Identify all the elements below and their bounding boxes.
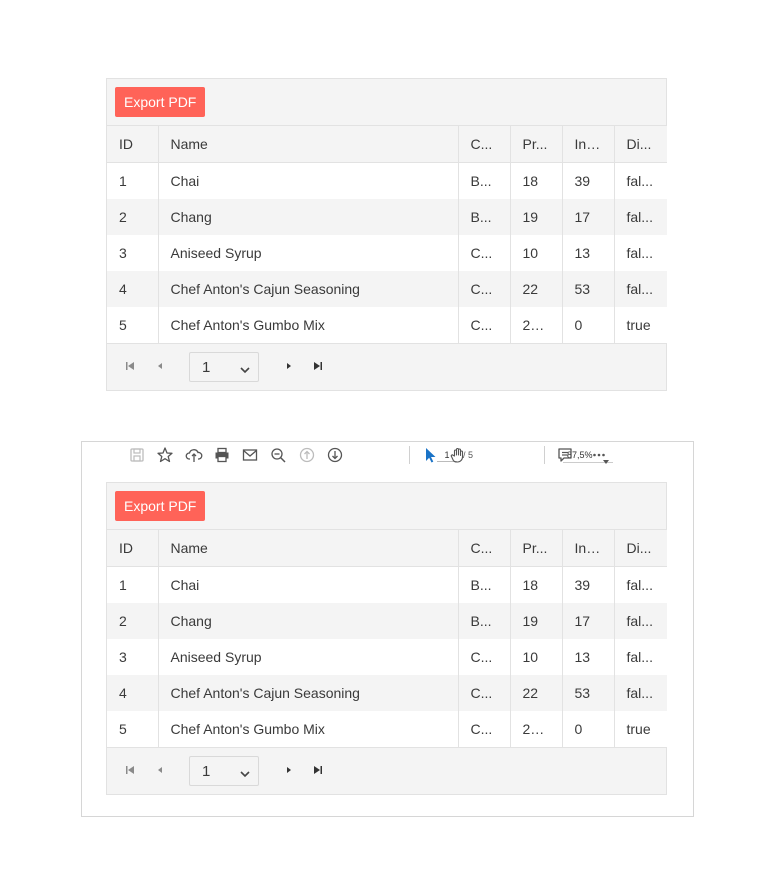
cell-name: Aniseed Syrup xyxy=(158,235,458,271)
selection-cursor-icon[interactable] xyxy=(421,446,439,464)
cell-category: C... xyxy=(458,235,510,271)
cell-discontinued: true xyxy=(614,711,667,747)
page-number-input[interactable]: 1 xyxy=(437,449,457,462)
toolbar-separator xyxy=(409,446,410,464)
previous-page-icon[interactable] xyxy=(153,359,167,373)
table-row[interactable] xyxy=(107,639,667,675)
cell-discontinued: true xyxy=(614,307,667,343)
cell-category: C... xyxy=(458,639,510,675)
cell-price: 18 xyxy=(510,163,562,200)
page-total-label: / 5 xyxy=(463,450,474,460)
cell-in-stock: 13 xyxy=(562,639,614,675)
cell-name: Chang xyxy=(158,199,458,235)
page-select[interactable] xyxy=(189,352,259,382)
cell-discontinued: fal... xyxy=(614,163,667,200)
last-page-icon[interactable] xyxy=(311,359,325,373)
column-header-in-stock[interactable]: In ... xyxy=(562,126,614,163)
export-pdf-button[interactable]: Export PDF xyxy=(115,491,205,521)
column-header-price[interactable]: Pr... xyxy=(510,530,562,567)
more-options-icon[interactable] xyxy=(590,446,608,464)
cell-in-stock: 13 xyxy=(562,235,614,271)
table-row[interactable] xyxy=(107,675,667,711)
cell-name: Chef Anton's Gumbo Mix xyxy=(158,711,458,747)
table-row[interactable] xyxy=(107,235,667,271)
cell-id: 3 xyxy=(107,639,158,675)
cell-in-stock: 39 xyxy=(562,163,614,200)
pager xyxy=(107,343,666,390)
column-header-id[interactable]: ID xyxy=(107,530,158,567)
header-row xyxy=(107,530,667,567)
star-icon[interactable] xyxy=(156,446,174,464)
page-select-value: 1 xyxy=(202,763,211,780)
cell-discontinued: fal... xyxy=(614,675,667,711)
cell-price: 10 xyxy=(510,639,562,675)
previous-page-icon[interactable] xyxy=(153,763,167,777)
cell-id: 2 xyxy=(107,199,158,235)
grid-panel-top xyxy=(106,78,667,391)
grid-panel-pdf xyxy=(106,482,667,795)
cell-id: 5 xyxy=(107,711,158,747)
table-row[interactable] xyxy=(107,163,667,200)
page-select-value: 1 xyxy=(202,359,211,376)
cell-discontinued: fal... xyxy=(614,235,667,271)
cloud-upload-icon[interactable] xyxy=(185,446,203,464)
cell-price: 19 xyxy=(510,603,562,639)
comment-icon[interactable] xyxy=(556,446,574,464)
cell-category: B... xyxy=(458,603,510,639)
cell-price: 22 xyxy=(510,271,562,307)
previous-page-circle-icon[interactable] xyxy=(298,446,316,464)
save-icon[interactable] xyxy=(128,446,146,464)
chevron-down-icon xyxy=(240,362,250,380)
header-row xyxy=(107,126,667,163)
print-icon[interactable] xyxy=(213,446,231,464)
next-page-icon[interactable] xyxy=(282,763,296,777)
cell-name: Chef Anton's Gumbo Mix xyxy=(158,307,458,343)
cell-category: C... xyxy=(458,307,510,343)
cell-discontinued: fal... xyxy=(614,639,667,675)
cell-id: 1 xyxy=(107,163,158,200)
data-grid xyxy=(107,126,667,343)
data-grid xyxy=(107,530,667,747)
first-page-icon[interactable] xyxy=(123,359,137,373)
cell-id: 4 xyxy=(107,675,158,711)
cell-id: 3 xyxy=(107,235,158,271)
cell-category: C... xyxy=(458,711,510,747)
cell-name: Chai xyxy=(158,567,458,604)
cell-name: Chef Anton's Cajun Seasoning xyxy=(158,271,458,307)
cell-in-stock: 17 xyxy=(562,199,614,235)
cell-price: 21... xyxy=(510,711,562,747)
pager xyxy=(107,747,666,794)
next-page-circle-icon[interactable] xyxy=(326,446,344,464)
table-row[interactable] xyxy=(107,271,667,307)
table-row[interactable] xyxy=(107,711,667,747)
cell-discontinued: fal... xyxy=(614,603,667,639)
cell-id: 4 xyxy=(107,271,158,307)
cell-name: Aniseed Syrup xyxy=(158,639,458,675)
cell-price: 19 xyxy=(510,199,562,235)
column-header-in-stock[interactable]: In ... xyxy=(562,530,614,567)
table-row[interactable] xyxy=(107,307,667,343)
cell-id: 2 xyxy=(107,603,158,639)
table-row[interactable] xyxy=(107,603,667,639)
cell-discontinued: fal... xyxy=(614,199,667,235)
page-select[interactable] xyxy=(189,756,259,786)
cell-name: Chang xyxy=(158,603,458,639)
zoom-value: 87,5% xyxy=(567,450,593,460)
cell-in-stock: 53 xyxy=(562,675,614,711)
table-row[interactable] xyxy=(107,199,667,235)
cell-in-stock: 0 xyxy=(562,711,614,747)
column-header-category[interactable]: C... xyxy=(458,530,510,567)
cell-price: 21... xyxy=(510,307,562,343)
grid-toolbar xyxy=(107,79,666,126)
next-page-icon[interactable] xyxy=(282,359,296,373)
cell-category: B... xyxy=(458,199,510,235)
zoom-out-icon[interactable] xyxy=(269,446,287,464)
cell-name: Chef Anton's Cajun Seasoning xyxy=(158,675,458,711)
cell-price: 22 xyxy=(510,675,562,711)
table-row[interactable] xyxy=(107,567,667,604)
column-header-name[interactable]: Name xyxy=(158,126,458,163)
cell-price: 10 xyxy=(510,235,562,271)
pdf-toolbar xyxy=(82,442,693,468)
column-header-price[interactable]: Pr... xyxy=(510,126,562,163)
last-page-icon[interactable] xyxy=(311,763,325,777)
pan-hand-icon[interactable] xyxy=(449,446,467,464)
export-pdf-button[interactable]: Export PDF xyxy=(115,87,205,117)
cell-in-stock: 17 xyxy=(562,603,614,639)
chevron-down-icon xyxy=(240,766,250,784)
grid-toolbar xyxy=(107,483,666,530)
cell-category: C... xyxy=(458,675,510,711)
column-header-name[interactable]: Name xyxy=(158,530,458,567)
cell-id: 5 xyxy=(107,307,158,343)
cell-id: 1 xyxy=(107,567,158,604)
cell-category: B... xyxy=(458,567,510,604)
toolbar-separator xyxy=(544,446,545,464)
cell-discontinued: fal... xyxy=(614,271,667,307)
column-header-id[interactable]: ID xyxy=(107,126,158,163)
first-page-icon[interactable] xyxy=(123,763,137,777)
column-header-discontinued[interactable]: Di... xyxy=(614,126,667,163)
email-icon[interactable] xyxy=(241,446,259,464)
cell-name: Chai xyxy=(158,163,458,200)
cell-in-stock: 0 xyxy=(562,307,614,343)
cell-in-stock: 39 xyxy=(562,567,614,604)
column-header-discontinued[interactable]: Di... xyxy=(614,530,667,567)
cell-price: 18 xyxy=(510,567,562,604)
cell-category: B... xyxy=(458,163,510,200)
cell-in-stock: 53 xyxy=(562,271,614,307)
column-header-category[interactable]: C... xyxy=(458,126,510,163)
cell-category: C... xyxy=(458,271,510,307)
cell-discontinued: fal... xyxy=(614,567,667,604)
